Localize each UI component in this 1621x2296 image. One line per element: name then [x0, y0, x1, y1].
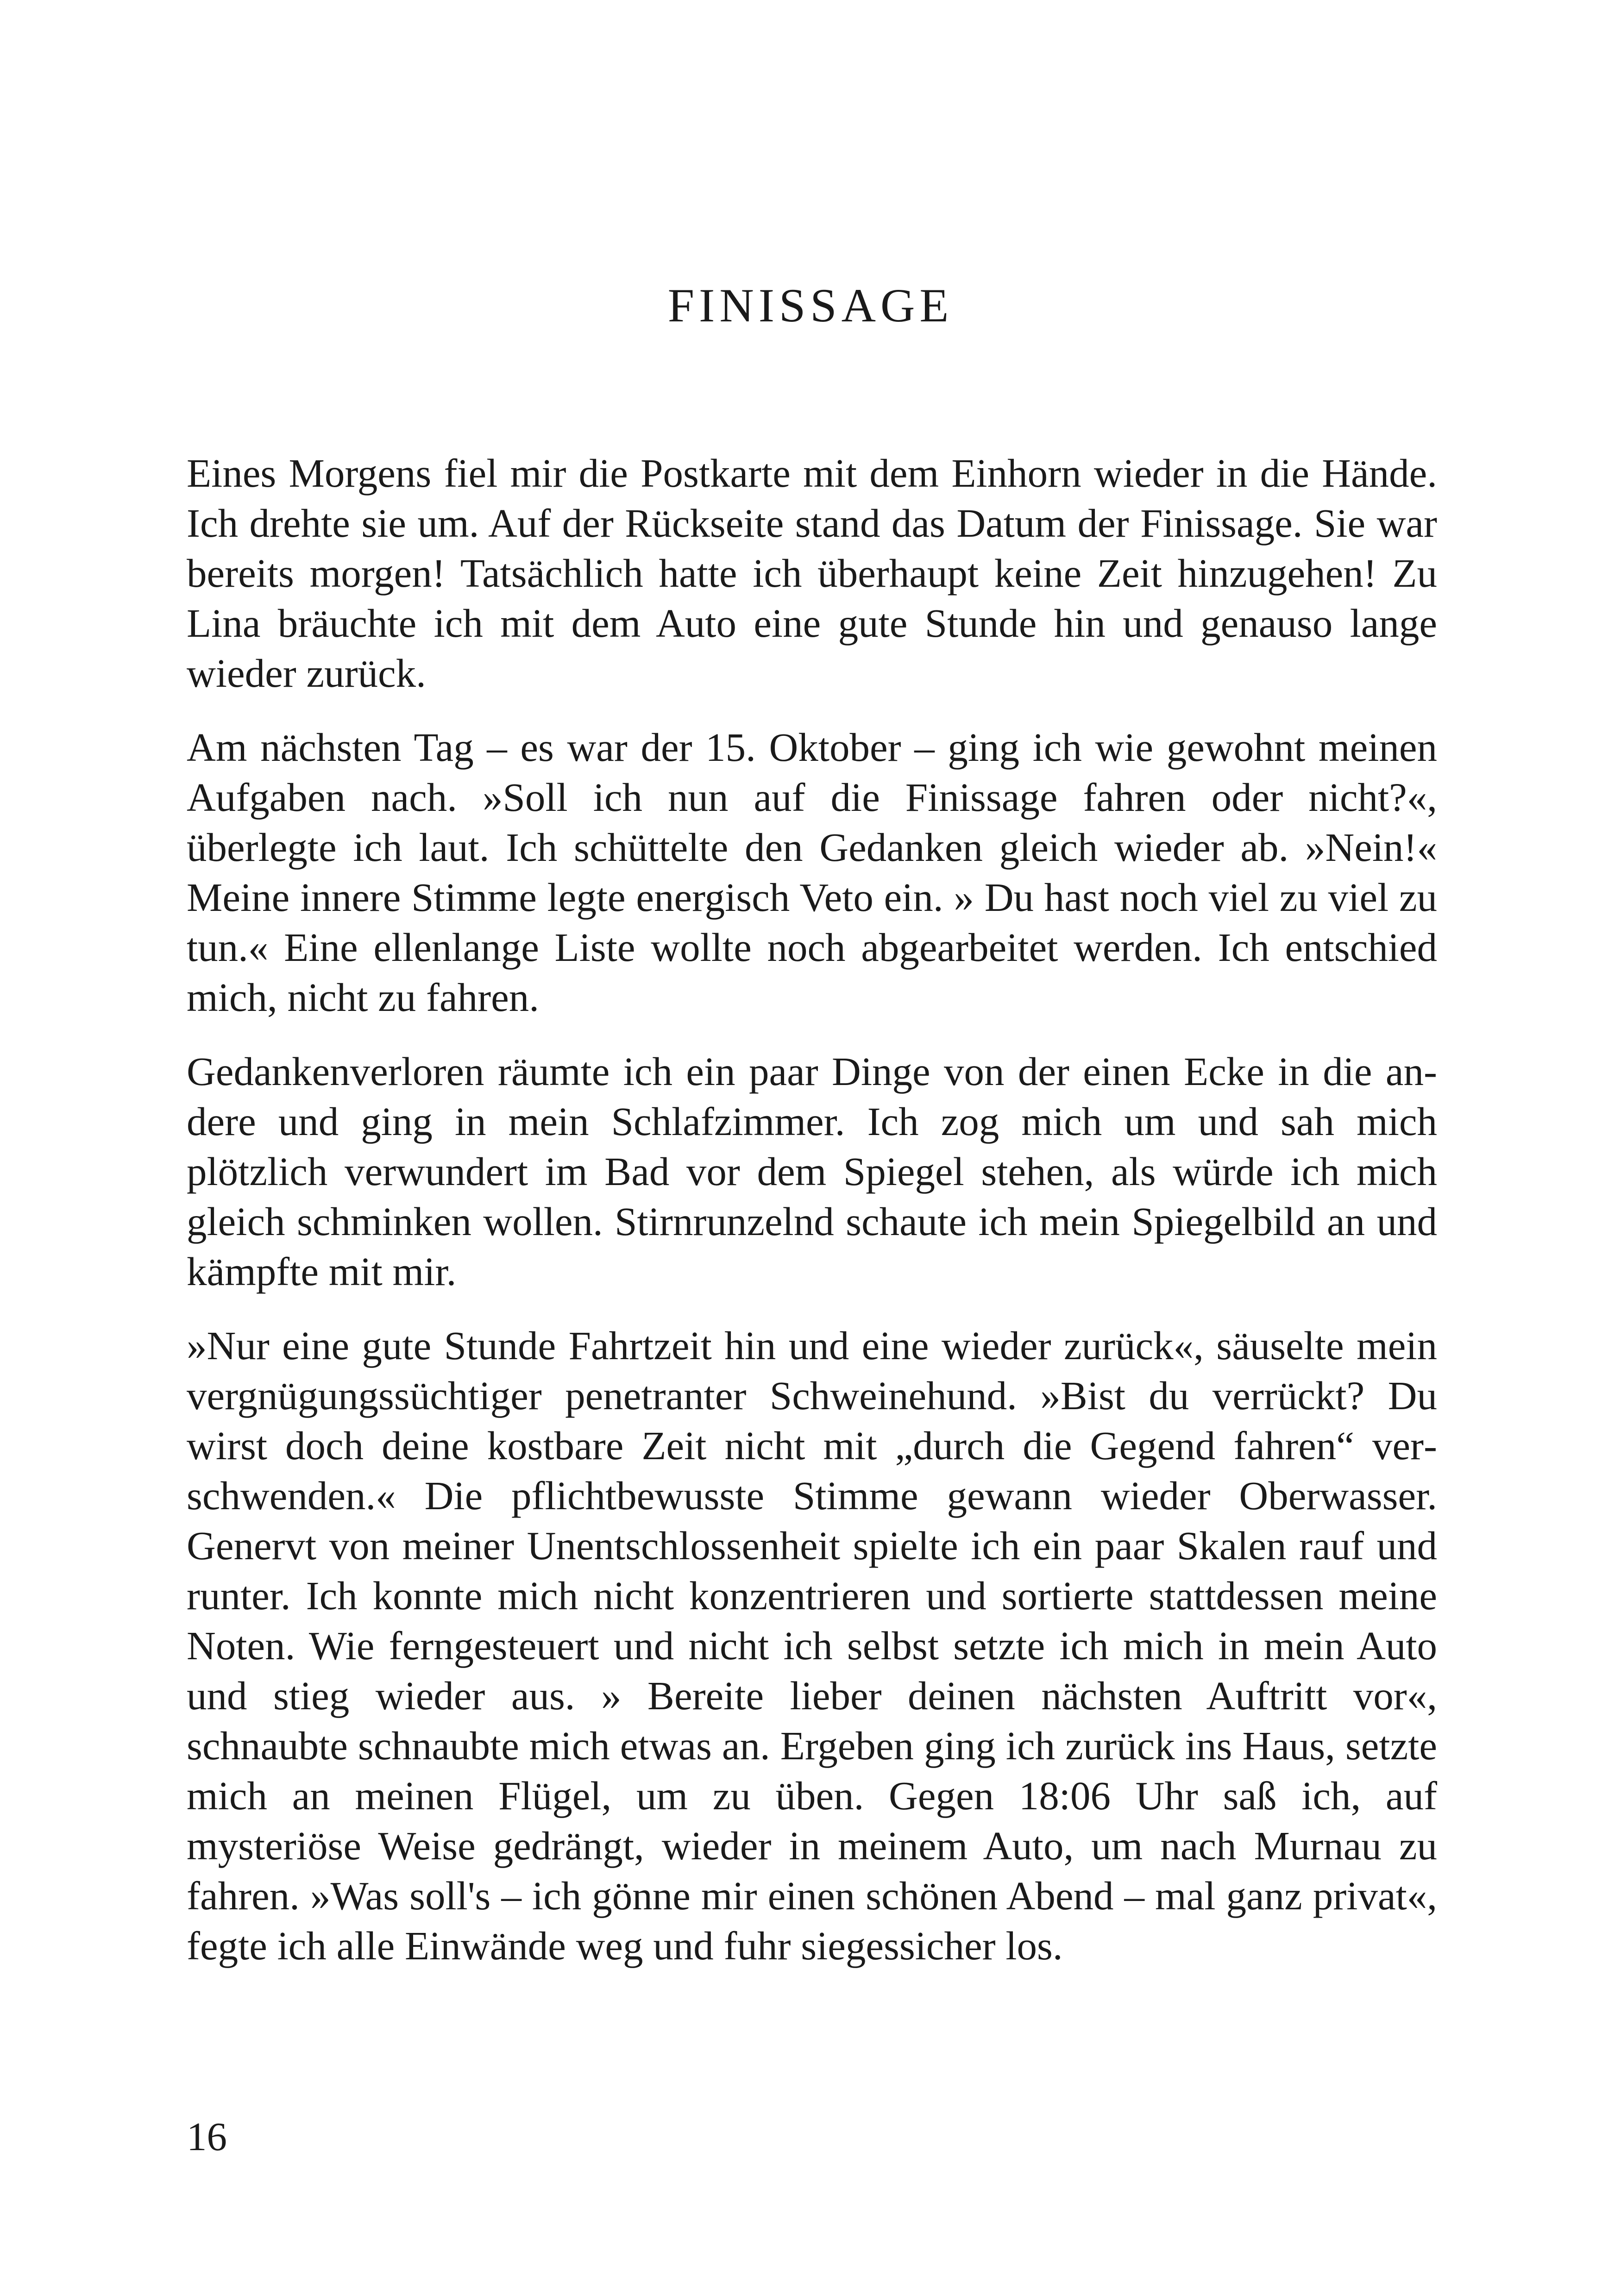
- paragraph-4: »Nur eine gute Stunde Fahrtzeit hin und eine wieder zurück«, säuselte mein vergnügungssüchtiger penetranter Schweinehund. »Bist du verrückt? Du wirst doch deine kostbare Zeit nicht mit „durch die Gegend fahren“ verschwenden.« Die pflichtbewusste Stimme gewann wieder Oberwasser. Genervt von meiner Unentschlossenheit spielte ich ein paar Skalen rauf und runter. Ich konnte mich nicht konzentrieren und sortierte stattdessen meine Noten. Wie ferngesteuert und nicht ich selbst setzte ich mich in mein Auto und stieg wieder aus. » Bereite lieber deinen nächsten Auftritt vor«, schnaubte schnaubte mich etwas an. Ergeben ging ich zurück ins Haus, setzte mich an meinen Flügel, um zu üben. Gegen 18:06 Uhr saß ich, auf mysteriöse Weise gedrängt, wieder in meinem Auto, um nach Murnau zu fahren. »Was soll's – ich gönne mir einen schönen Abend – mal ganz privat«, fegte ich alle Einwände weg und fuhr siegessicher los.: [187, 1323, 1437, 1968]
- paragraph-1: Eines Morgens fiel mir die Postkarte mit dem Einhorn wieder in die Hände. Ich drehte sie um. Auf der Rückseite stand das Datum der Finissage. Sie war bereits morgen! Tatsächlich hatte ich überhaupt keine Zeit hinzugehen! Zu Lina bräuchte ich mit dem Auto eine gute Stunde hin und genauso lange wieder zurück.: [187, 451, 1437, 696]
- paragraph-3: Gedankenverloren räumte ich ein paar Dinge von der einen Ecke in die andere und ging in mein Schlafzimmer. Ich zog mich um und sah mich plötzlich verwundert im Bad vor dem Spiegel stehen, als würde ich mich gleich schminken wollen. Stirnrunzelnd schaute ich mein Spiegelbild an und kämpfte mit mir.: [187, 1049, 1437, 1294]
- chapter-title: FINISSAGE: [667, 279, 954, 332]
- page-number: 16: [187, 2114, 227, 2159]
- paragraph-2: Am nächsten Tag – es war der 15. Oktober – ging ich wie gewohnt meinen Aufgaben nach. »Soll ich nun auf die Finissage fahren oder nicht?«, überlegte ich laut. Ich schüttelte den Gedanken gleich wieder ab. »Nein!« Meine innere Stimme legte energisch Veto ein. » Du hast noch viel zu viel zu tun.« Eine ellenlange Liste wollte noch abgearbeitet werden. Ich entschied mich, nicht zu fahren.: [187, 725, 1437, 1020]
- body-text: [187, 448, 1437, 1995]
